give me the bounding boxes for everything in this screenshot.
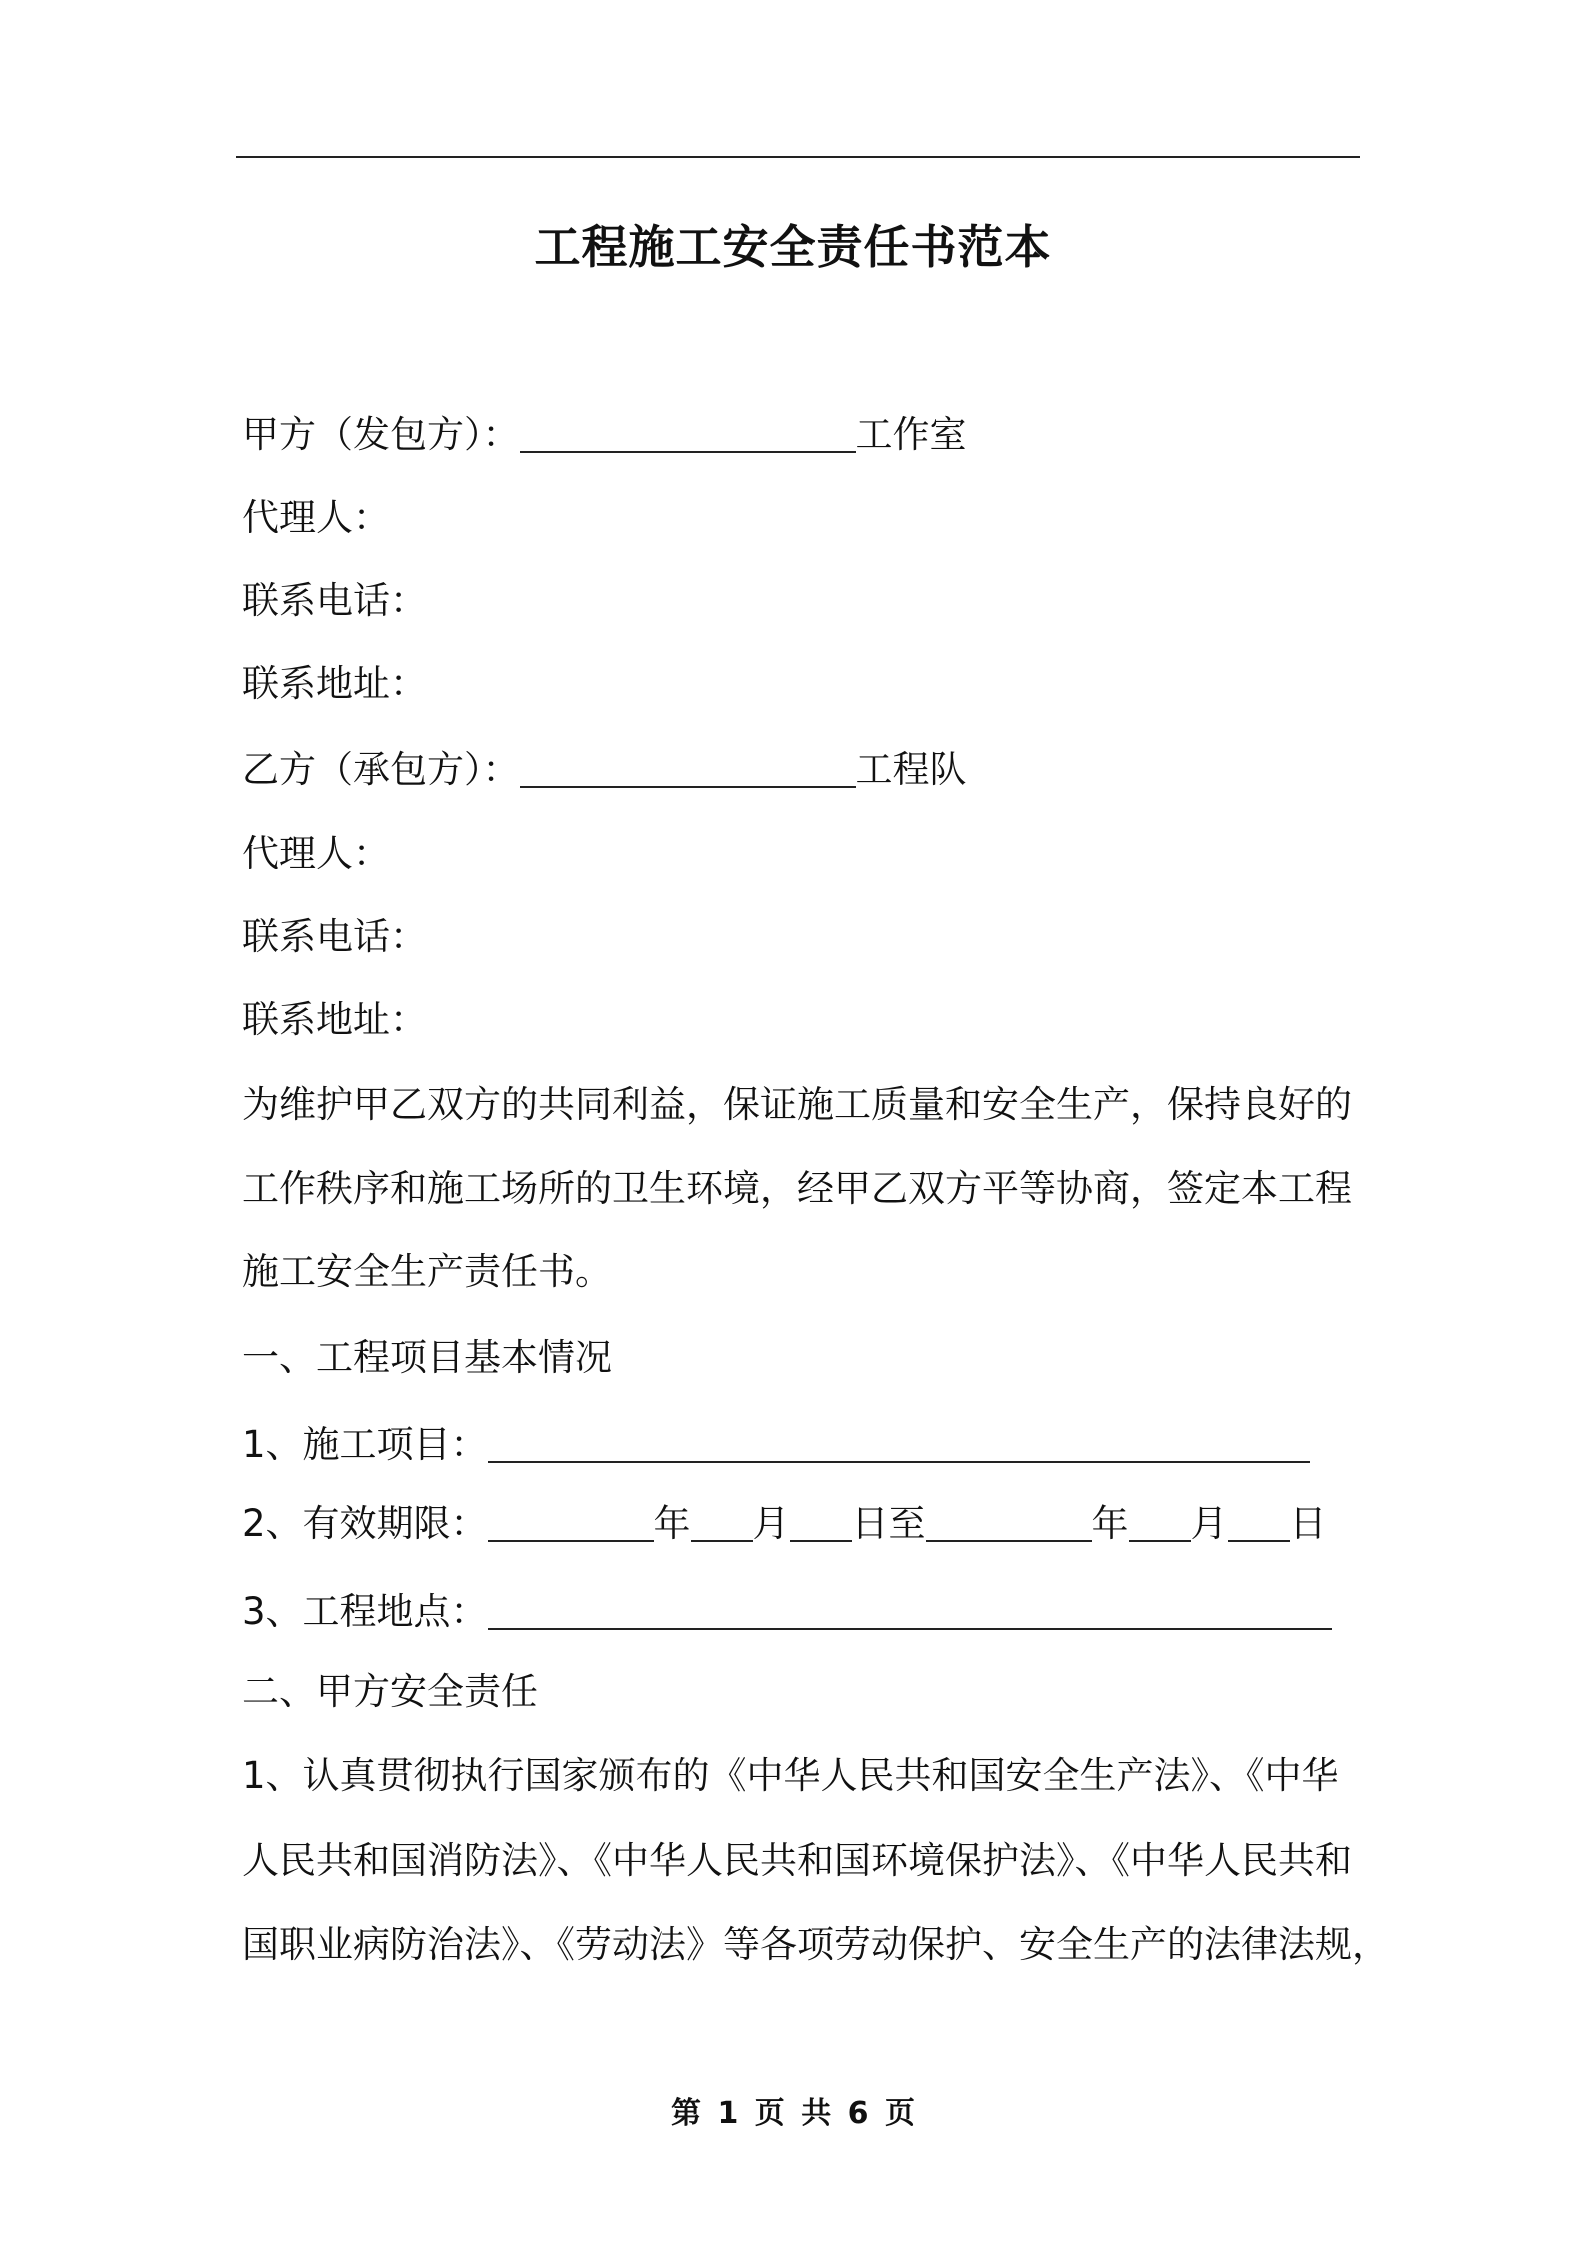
start-year-blank[interactable] bbox=[488, 1502, 654, 1542]
end-day-label: 日 bbox=[1289, 1502, 1327, 1545]
party-a-suffix: 工作室 bbox=[855, 413, 967, 456]
end-year-label: 年 bbox=[1091, 1502, 1129, 1545]
party-b-line bbox=[242, 742, 967, 798]
section2-para-line-1: 1、认真贯彻执行国家颁布的《中华人民共和国安全生产法》、《中华 bbox=[242, 1754, 1339, 1797]
party-a-label: 甲方（发包方）： bbox=[242, 413, 520, 456]
intro-line-1: 为维护甲乙双方的共同利益，保证施工质量和安全生产，保持良好的 bbox=[242, 1083, 1352, 1126]
party-b-label: 乙方（承包方）： bbox=[242, 748, 520, 791]
section2-para-line-2: 人民共和国消防法》、《中华人民共和国环境保护法》、《中华人民共和 bbox=[242, 1839, 1352, 1882]
project-line bbox=[242, 1417, 1310, 1473]
location-blank[interactable] bbox=[488, 1590, 1332, 1630]
project-label: 1、施工项目： bbox=[242, 1423, 488, 1466]
intro-line-2: 工作秩序和施工场所的卫生环境，经甲乙双方平等协商，签定本工程 bbox=[242, 1167, 1352, 1210]
validity-line bbox=[242, 1496, 1327, 1552]
header-rule bbox=[236, 156, 1360, 158]
party-a-agent: 代理人： bbox=[242, 496, 390, 539]
end-month-blank[interactable] bbox=[1129, 1502, 1191, 1542]
location-line bbox=[242, 1584, 1332, 1640]
party-a-phone: 联系电话： bbox=[242, 579, 427, 622]
party-b-suffix: 工程队 bbox=[855, 748, 967, 791]
validity-label: 2、有效期限： bbox=[242, 1502, 488, 1545]
section2-heading: 二、甲方安全责任 bbox=[242, 1670, 538, 1713]
start-day-to-label: 日至 bbox=[851, 1502, 926, 1545]
document-title: 工程施工安全责任书范本 bbox=[534, 220, 1052, 274]
start-month-label: 月 bbox=[752, 1502, 790, 1545]
party-b-address: 联系地址： bbox=[242, 998, 427, 1041]
project-blank[interactable] bbox=[488, 1423, 1310, 1463]
intro-line-3: 施工安全生产责任书。 bbox=[242, 1250, 612, 1293]
section1-heading: 一、工程项目基本情况 bbox=[242, 1336, 612, 1379]
start-day-blank[interactable] bbox=[790, 1502, 852, 1542]
party-b-agent: 代理人： bbox=[242, 832, 390, 875]
party-a-blank[interactable] bbox=[520, 413, 856, 453]
end-year-blank[interactable] bbox=[926, 1502, 1092, 1542]
page-footer: 第 1 页 共 6 页 bbox=[671, 2096, 915, 2131]
start-month-blank[interactable] bbox=[691, 1502, 753, 1542]
section2-para-line-3: 国职业病防治法》、《劳动法》等各项劳动保护、安全生产的法律法规， bbox=[242, 1923, 1389, 1966]
start-year-label: 年 bbox=[653, 1502, 691, 1545]
end-day-blank[interactable] bbox=[1228, 1502, 1290, 1542]
end-month-label: 月 bbox=[1190, 1502, 1228, 1545]
party-b-phone: 联系电话： bbox=[242, 915, 427, 958]
location-label: 3、工程地点： bbox=[242, 1590, 488, 1633]
party-a-address: 联系地址： bbox=[242, 662, 427, 705]
party-a-line bbox=[242, 407, 967, 463]
party-b-blank[interactable] bbox=[520, 748, 856, 788]
